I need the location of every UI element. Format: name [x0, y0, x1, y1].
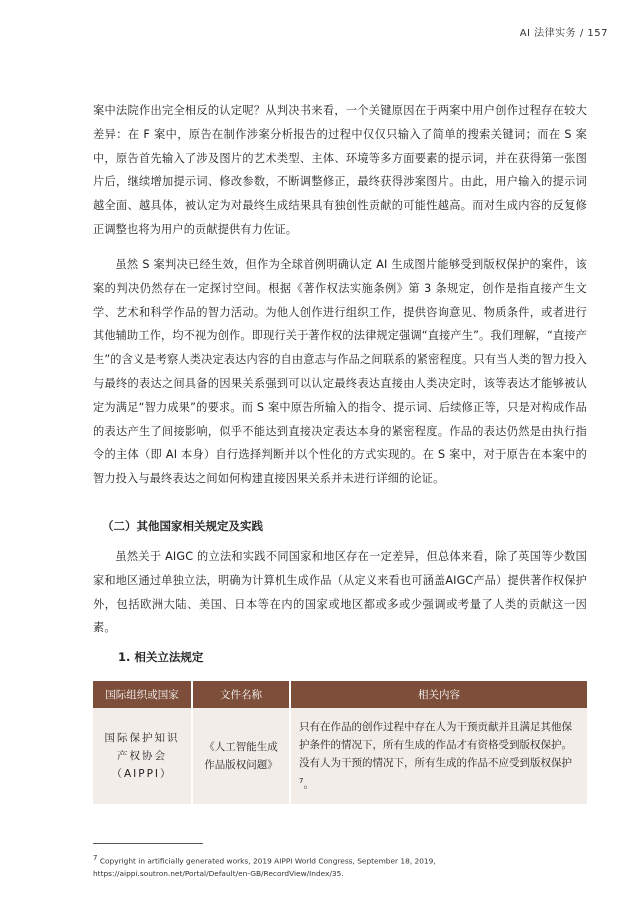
paragraph-1: [93, 99, 587, 242]
legislation-table: [93, 681, 587, 804]
table-header-row: [93, 681, 587, 708]
paragraph-2: [93, 253, 587, 491]
content-text: 只有在作品的创作过程中存在人为干预贡献并且满足其他保护条件的情况下，所有生成的作品才有资格受到版权保护。没有人为干预的情况下，所有生成的作品不应受到版权保护: [299, 721, 572, 769]
paragraph-text: 虽然关于 AIGC 的立法和实践不同国家和地区存在一定差异，但总体来看，除了英国等少数国家和地区通过单独立法，明确为计算机生成作品（从定义来看也可涵盖AIGC产品）提供著作权保护外，包括欧洲大陆、美国、日本等在内的国家或地区都或多或少强调或考量了人类的贡献这一因素。: [93, 550, 587, 635]
footnote: [93, 852, 593, 880]
paragraph-3: [93, 545, 587, 640]
footnote-divider: [93, 843, 203, 844]
cell-org: 国际保护知识产权协会（AIPPI）: [93, 708, 192, 804]
running-head: AI 法律实务 / 157: [519, 28, 608, 39]
section-heading: （二）其他国家相关规定及实践: [102, 519, 263, 533]
content-end: 。: [303, 778, 314, 791]
column-header-content: 相关内容: [290, 681, 587, 708]
column-header-org: 国际组织或国家: [93, 681, 192, 708]
table-row: [93, 708, 587, 804]
footnote-ref[interactable]: 7: [299, 777, 304, 785]
column-header-doc: 文件名称: [192, 681, 290, 708]
cell-doc: 《人工智能生成作品版权问题》: [192, 708, 290, 804]
paragraph-text: 虽然 S 案判决已经生效，但作为全球首例明确认定 AI 生成图片能够受到版权保护的案件，该案的判决仍然存在一定探讨空间。根据《著作权法实施条例》第 3 条规定，创作是指直接产生文学、艺术和科学作品的智力活动。为他人创作进行组织工作，提供咨询意见、物质条件，或者进行其他辅助工作，均不视为创作。即现行关于著作权的法律规定强调“直接产生”。我们理解，“直接产生”的含义是考察人类决定表达内容的自由意志与作品之间联系的紧密程度。只有当人类的智力投入与最终的表达之间具备的因果关系强到可以认定最终表达直接由人类决定时，该等表达才能够被认定为满足“智力成果”的要求。而 S 案中原告所输入的指令、提示词、后续修正等，只是对构成作品的表达产生了间接影响，似乎不能达到直接决定表达本身的紧密程度。作品的表达仍然是由执行指令的主体（即 AI 本身）自行选择判断并以个性化的方式实现的。在 S 案中，对于原告在本案中的智力投入与最终表达之间如何构建直接因果关系并未进行详细的论证。: [93, 258, 588, 486]
subsection-heading: 1. 相关立法规定: [118, 650, 204, 664]
footnote-mark: 7: [93, 854, 98, 862]
cell-content: [290, 708, 587, 804]
paragraph-text: 案中法院作出完全相反的认定呢？从判决书来看，一个关键原因在于两案中用户创作过程存在较大差异：在 F 案中，原告在制作涉案分析报告的过程中仅仅只输入了简单的搜索关键词；而在 S 案中，原告首先输入了涉及图片的艺术类型、主体、环境等多方面要素的提示词，并在获得第一张图片后，继续增加提示词、修改参数，不断调整修正，最终获得涉案图片。由此，用户输入的提示词越全面、越具体，被认定为对最终生成结果具有独创性贡献的可能性越高。而对生成内容的反复修正调整也将为用户的贡献提供有力佐证。: [93, 104, 587, 236]
footnote-text: Copyright in artificially generated works, 2019 AIPPI World Congress, September 18, 2019, https://aippi.soutron.net/Portal/Default/en-GB/RecordView/Index/35.: [93, 856, 436, 879]
